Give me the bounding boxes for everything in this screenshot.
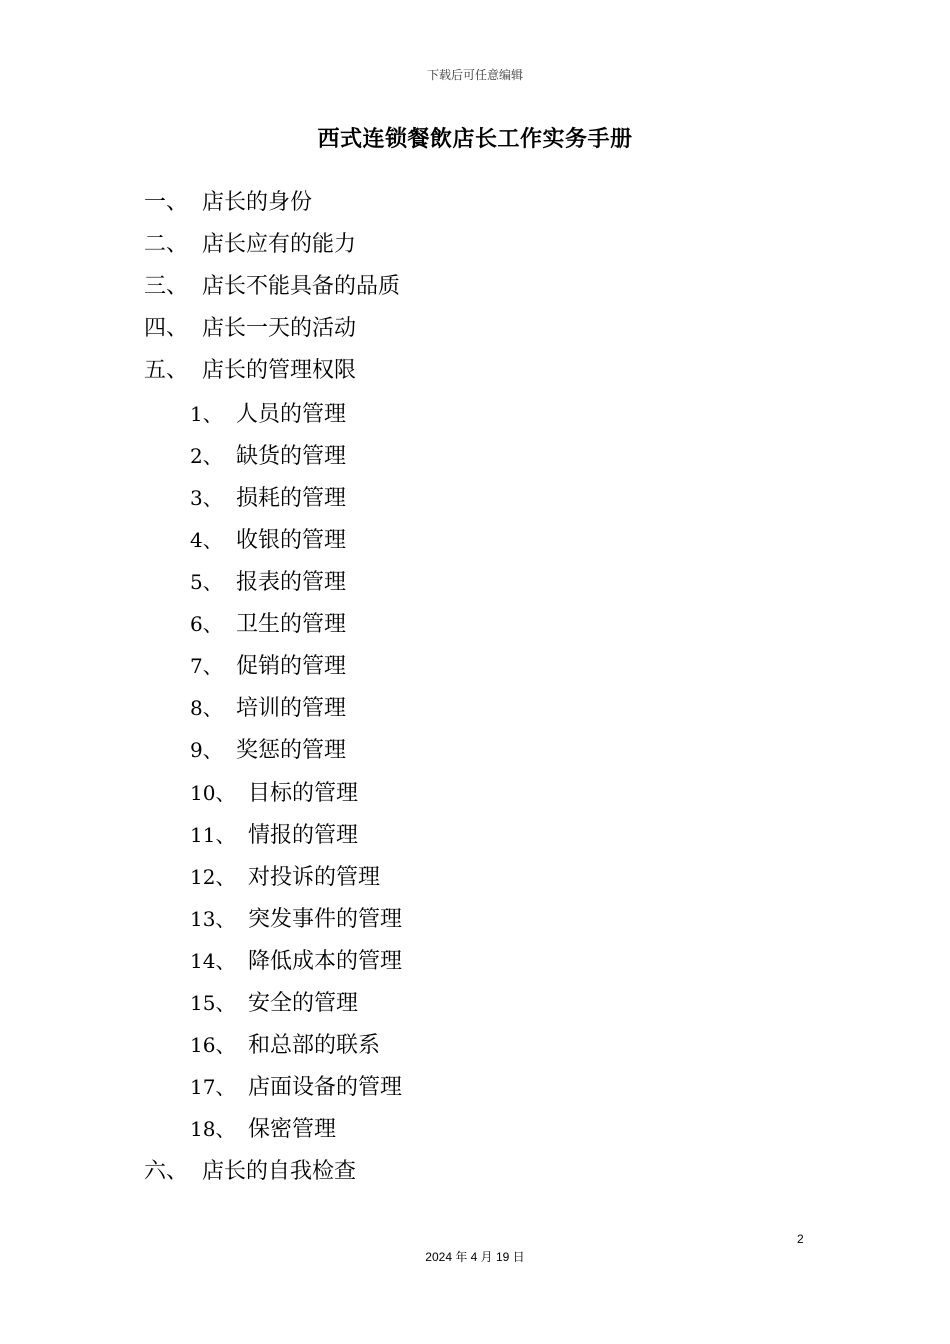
toc-section-6 — [144, 1155, 356, 1189]
toc-number: 8、 — [190, 696, 223, 720]
toc-number: 五、 — [144, 358, 189, 383]
toc-text: 人员的管理 — [236, 402, 347, 427]
toc-number: 一、 — [144, 190, 189, 215]
toc-text: 奖惩的管理 — [236, 738, 347, 763]
toc-number: 13、 — [190, 907, 236, 931]
toc-text: 卫生的管理 — [236, 612, 347, 637]
toc-text: 保密管理 — [248, 1117, 337, 1142]
toc-number: 6、 — [190, 612, 223, 636]
toc-number: 17、 — [190, 1075, 236, 1099]
toc-number: 12、 — [190, 865, 236, 889]
toc-section-4 — [144, 312, 356, 346]
toc-text: 店长的自我检查 — [202, 1159, 357, 1184]
toc-text: 和总部的联系 — [248, 1033, 381, 1058]
toc-number: 11、 — [190, 823, 236, 847]
toc-number: 二、 — [144, 232, 189, 257]
toc-text: 安全的管理 — [248, 991, 359, 1016]
toc-section-1 — [144, 186, 312, 220]
toc-text: 目标的管理 — [248, 781, 359, 806]
toc-text: 店长的身份 — [202, 190, 313, 215]
toc-text: 降低成本的管理 — [248, 949, 403, 974]
toc-number: 7、 — [190, 654, 223, 678]
toc-number: 15、 — [190, 991, 236, 1015]
toc-text: 收银的管理 — [236, 528, 347, 553]
toc-item — [190, 733, 346, 767]
toc-text: 对投诉的管理 — [248, 865, 381, 890]
toc-section-2 — [144, 228, 356, 262]
toc-text: 损耗的管理 — [236, 486, 347, 511]
toc-number: 18、 — [190, 1117, 236, 1141]
page-number: 2 — [797, 1232, 804, 1246]
toc-number: 5、 — [190, 570, 223, 594]
toc-number: 16、 — [190, 1033, 236, 1057]
toc-item — [190, 902, 402, 936]
toc-number: 14、 — [190, 949, 236, 973]
toc-number: 四、 — [144, 316, 189, 341]
toc-number: 三、 — [144, 274, 189, 299]
toc-text: 缺货的管理 — [236, 444, 347, 469]
toc-item — [190, 397, 346, 431]
toc-section-5 — [144, 354, 356, 388]
toc-section-3 — [144, 270, 400, 304]
toc-text: 店长一天的活动 — [202, 316, 357, 341]
toc-number: 六、 — [144, 1159, 189, 1184]
footer-date: 2024 年 4 月 19 日 — [425, 1250, 525, 1264]
toc-item — [190, 1070, 402, 1104]
toc-text: 店面设备的管理 — [248, 1075, 403, 1100]
toc-item — [190, 565, 346, 599]
toc-item — [190, 607, 346, 641]
toc-item — [190, 776, 358, 810]
toc-text: 店长的管理权限 — [202, 358, 357, 383]
toc-item — [190, 691, 346, 725]
toc-number: 4、 — [190, 528, 223, 552]
toc-item — [190, 1028, 380, 1062]
toc-text: 店长应有的能力 — [202, 232, 357, 257]
toc-item — [190, 818, 358, 852]
toc-text: 店长不能具备的品质 — [202, 274, 401, 299]
toc-text: 报表的管理 — [236, 570, 347, 595]
toc-item — [190, 439, 346, 473]
toc-item — [190, 649, 346, 683]
toc-item — [190, 860, 380, 894]
toc-number: 3、 — [190, 486, 223, 510]
toc-text: 促销的管理 — [236, 654, 347, 679]
document-title: 西式连锁餐飲店长工作实务手册 — [317, 127, 633, 152]
toc-item — [190, 1112, 336, 1146]
toc-text: 突发事件的管理 — [248, 907, 403, 932]
toc-item — [190, 481, 346, 515]
toc-item — [190, 986, 358, 1020]
page-header: 下载后可任意编辑 — [426, 68, 523, 82]
toc-number: 2、 — [190, 444, 223, 468]
toc-number: 10、 — [190, 781, 236, 805]
toc-number: 9、 — [190, 738, 223, 762]
toc-item — [190, 944, 402, 978]
toc-item — [190, 523, 346, 557]
toc-text: 培训的管理 — [236, 696, 347, 721]
toc-text: 情报的管理 — [248, 823, 359, 848]
toc-number: 1、 — [190, 402, 223, 426]
